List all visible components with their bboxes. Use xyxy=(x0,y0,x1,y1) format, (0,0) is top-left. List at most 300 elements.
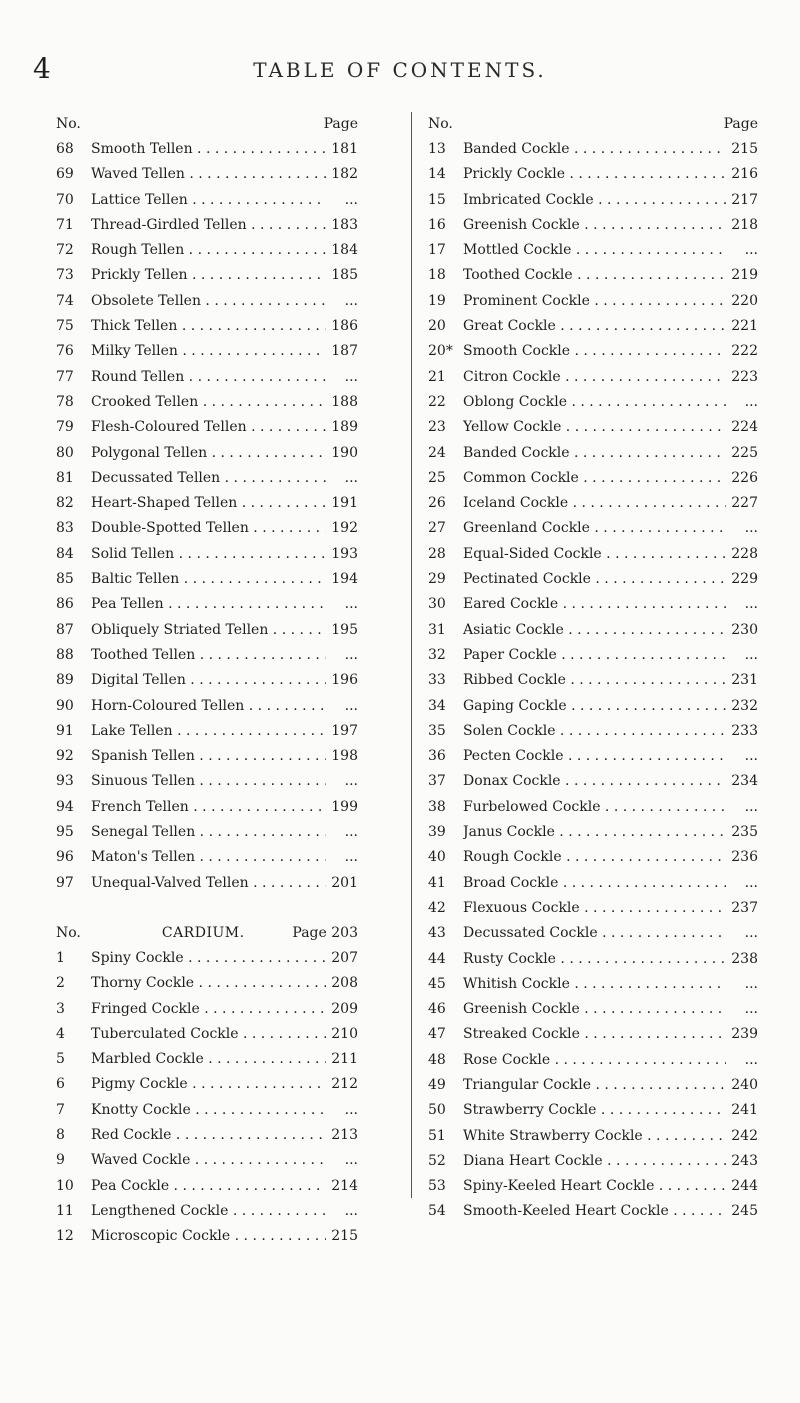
toc-entry xyxy=(56,137,358,162)
toc-entry xyxy=(56,1174,358,1199)
entry-number: 38 xyxy=(428,798,446,815)
entry-page: 245 xyxy=(726,1199,758,1224)
entry-page: 225 xyxy=(726,441,758,466)
entry-page: ... xyxy=(326,365,358,390)
entry-title: Paper Cockle . . . xyxy=(463,643,726,668)
entry-title: Greenish Cockle . . . xyxy=(463,997,726,1022)
entry-title: Senegal Tellen . . . xyxy=(91,820,326,845)
entry-number: 92 xyxy=(56,748,74,765)
entry-number: 43 xyxy=(428,925,446,942)
entry-page: ... xyxy=(326,643,358,668)
entry-title: Prickly Tellen . . . xyxy=(91,263,326,288)
entry-title: Thorny Cockle . . . xyxy=(91,971,326,996)
toc-entry xyxy=(56,491,358,516)
section-page-label: Page xyxy=(292,924,327,941)
entry-title: Knotty Cockle . . . xyxy=(91,1098,326,1123)
toc-entry xyxy=(56,1047,358,1072)
entry-title: Furbelowed Cockle . . . xyxy=(463,795,726,820)
toc-entry xyxy=(428,390,758,415)
entry-page: 226 xyxy=(726,466,758,491)
entry-title: Iceland Cockle . . . xyxy=(463,491,726,516)
entry-number: 10 xyxy=(56,1177,74,1194)
toc-entry xyxy=(428,972,758,997)
toc-entry xyxy=(428,339,758,364)
entry-page: 216 xyxy=(726,162,758,187)
entry-title: Maton's Tellen . . . xyxy=(91,845,326,870)
entry-number: 32 xyxy=(428,646,446,663)
section-gap xyxy=(56,896,358,921)
entry-number: 71 xyxy=(56,216,74,233)
entry-page: ... xyxy=(726,997,758,1022)
entry-title: Rough Cockle . . . xyxy=(463,845,726,870)
toc-entry xyxy=(428,441,758,466)
toc-entry xyxy=(56,997,358,1022)
entry-page: ... xyxy=(326,1199,358,1224)
toc-entry xyxy=(428,921,758,946)
entry-title: Thread-Girdled Tellen . . . xyxy=(91,213,326,238)
entry-number: 89 xyxy=(56,672,74,689)
entry-title: Solid Tellen . . . xyxy=(91,542,326,567)
entry-number: 82 xyxy=(56,495,74,512)
entry-page: 199 xyxy=(326,795,358,820)
entry-page: ... xyxy=(726,390,758,415)
entry-page: 244 xyxy=(726,1174,758,1199)
toc-entry xyxy=(56,618,358,643)
entry-number: 34 xyxy=(428,697,446,714)
toc-entry xyxy=(428,415,758,440)
entry-number: 49 xyxy=(428,1076,446,1093)
entry-number: 13 xyxy=(428,141,446,157)
entry-title: Banded Cockle . . . xyxy=(463,137,726,162)
toc-entry xyxy=(56,1199,358,1224)
entry-number: 81 xyxy=(56,469,74,486)
entry-page: 214 xyxy=(326,1174,358,1199)
left-column xyxy=(56,112,358,1249)
entry-page: 185 xyxy=(326,263,358,288)
entry-number: 78 xyxy=(56,393,74,410)
entry-title: Red Cockle . . . xyxy=(91,1123,326,1148)
entry-number: 19 xyxy=(428,292,446,309)
toc-entry xyxy=(428,1048,758,1073)
toc-entry xyxy=(428,567,758,592)
entry-number: 29 xyxy=(428,571,446,588)
entry-title: Ribbed Cockle . . . xyxy=(463,668,726,693)
toc-entry xyxy=(428,744,758,769)
entry-title: Smooth-Keeled Heart Cockle . . . xyxy=(463,1199,726,1224)
toc-entry xyxy=(428,238,758,263)
entry-page: ... xyxy=(726,871,758,896)
toc-entry xyxy=(428,947,758,972)
entry-page: 191 xyxy=(326,491,358,516)
entry-number: 40 xyxy=(428,849,446,866)
entry-page: 240 xyxy=(726,1073,758,1098)
entry-number: 75 xyxy=(56,318,74,335)
entry-number: 9 xyxy=(56,1152,65,1169)
entry-title: Prominent Cockle . . . xyxy=(463,289,726,314)
entry-number: 27 xyxy=(428,520,446,537)
entry-page: ... xyxy=(326,289,358,314)
entry-number: 88 xyxy=(56,646,74,663)
entry-page: 235 xyxy=(726,820,758,845)
toc-entry xyxy=(428,592,758,617)
entry-page: ... xyxy=(326,1148,358,1173)
no-heading: No. xyxy=(428,116,453,132)
toc-entry xyxy=(56,263,358,288)
entry-page: 217 xyxy=(726,188,758,213)
entry-number: 1 xyxy=(56,949,65,966)
entry-page: 194 xyxy=(326,567,358,592)
entry-number: 20 xyxy=(428,318,446,335)
toc-entry xyxy=(56,567,358,592)
entry-number: 3 xyxy=(56,1000,65,1017)
toc-entry xyxy=(428,643,758,668)
toc-entry xyxy=(56,415,358,440)
entry-title: Citron Cockle . . . xyxy=(463,365,726,390)
entry-title: Pea Cockle . . . xyxy=(91,1174,326,1199)
section-page xyxy=(292,921,358,946)
entry-page: 213 xyxy=(326,1123,358,1148)
entry-title: Obsolete Tellen . . . xyxy=(91,289,326,314)
entry-page: 231 xyxy=(726,668,758,693)
entry-page: ... xyxy=(726,643,758,668)
entry-title: Oblong Cockle . . . xyxy=(463,390,726,415)
entry-number: 51 xyxy=(428,1127,446,1144)
section-title: CARDIUM. xyxy=(161,924,245,941)
entry-title: Common Cockle . . . xyxy=(463,466,726,491)
entry-title: Pecten Cockle . . . xyxy=(463,744,726,769)
toc-entry xyxy=(56,238,358,263)
toc-entry xyxy=(56,820,358,845)
entry-number: 86 xyxy=(56,596,74,613)
entry-page: ... xyxy=(326,769,358,794)
entry-title: Flesh-Coloured Tellen . . . xyxy=(91,415,326,440)
entry-page: 212 xyxy=(326,1072,358,1097)
entry-page: 218 xyxy=(726,213,758,238)
entry-page: ... xyxy=(326,188,358,213)
entry-title: Fringed Cockle . . . xyxy=(91,997,326,1022)
entry-number: 93 xyxy=(56,773,74,790)
right-column-header xyxy=(428,112,758,137)
entry-title: Gaping Cockle . . . xyxy=(463,694,726,719)
entry-title: Lake Tellen . . . xyxy=(91,719,326,744)
entry-number: 97 xyxy=(56,874,74,891)
entry-page: 232 xyxy=(726,694,758,719)
toc-entry xyxy=(428,542,758,567)
entry-page: 219 xyxy=(726,263,758,288)
entry-title: Toothed Tellen . . . xyxy=(91,643,326,668)
entry-number: 53 xyxy=(428,1178,446,1195)
section-heading-cardium xyxy=(56,921,358,946)
entry-number: 18 xyxy=(428,267,446,284)
entry-page: 242 xyxy=(726,1124,758,1149)
toc-entry xyxy=(428,365,758,390)
toc-entry xyxy=(56,1148,358,1173)
toc-entry xyxy=(56,441,358,466)
entry-number: 24 xyxy=(428,444,446,461)
entry-title: Pea Tellen . . . xyxy=(91,592,326,617)
entry-page: 182 xyxy=(326,162,358,187)
entry-number: 15 xyxy=(428,191,446,208)
entry-title: Lengthened Cockle . . . xyxy=(91,1199,326,1224)
toc-entry xyxy=(56,744,358,769)
entry-title: White Strawberry Cockle . . . xyxy=(463,1124,726,1149)
entry-title: Strawberry Cockle . . . xyxy=(463,1098,726,1123)
entry-page: 184 xyxy=(326,238,358,263)
toc-entry xyxy=(428,1098,758,1123)
entry-title: Waved Cockle . . . xyxy=(91,1148,326,1173)
page-heading: Page xyxy=(723,116,758,132)
toc-entry xyxy=(428,845,758,870)
entry-number: 23 xyxy=(428,419,446,436)
entry-title: Rough Tellen . . . xyxy=(91,238,326,263)
entry-number: 41 xyxy=(428,874,446,891)
entry-number: 33 xyxy=(428,672,446,689)
toc-entry xyxy=(56,845,358,870)
toc-entry xyxy=(56,643,358,668)
toc-entry xyxy=(56,769,358,794)
entry-number: 69 xyxy=(56,166,74,183)
toc-entry xyxy=(428,694,758,719)
toc-entry xyxy=(428,997,758,1022)
entry-title: Great Cockle . . . xyxy=(463,314,726,339)
entry-number: 14 xyxy=(428,166,446,183)
entry-title: Imbricated Cockle . . . xyxy=(463,188,726,213)
entry-number: 68 xyxy=(56,141,74,157)
toc-entry xyxy=(428,491,758,516)
entry-page: 197 xyxy=(326,719,358,744)
entry-number: 39 xyxy=(428,824,446,841)
entry-page: 193 xyxy=(326,542,358,567)
entry-number: 80 xyxy=(56,444,74,461)
toc-entry xyxy=(56,466,358,491)
entry-number: 22 xyxy=(428,393,446,410)
entry-title: Microscopic Cockle . . . xyxy=(91,1224,326,1249)
entry-page: 239 xyxy=(726,1022,758,1047)
left-column-header xyxy=(56,112,358,137)
toc-entry xyxy=(56,339,358,364)
entry-number: 21 xyxy=(428,368,446,385)
entry-title: Marbled Cockle . . . xyxy=(91,1047,326,1072)
entry-number: 26 xyxy=(428,495,446,512)
entry-page: 223 xyxy=(726,365,758,390)
entry-page: 236 xyxy=(726,845,758,870)
toc-entry xyxy=(56,668,358,693)
toc-entry xyxy=(56,516,358,541)
section-entry-list xyxy=(56,946,358,1250)
entry-page: 186 xyxy=(326,314,358,339)
entry-title: Sinuous Tellen . . . xyxy=(91,769,326,794)
entry-page: 195 xyxy=(326,618,358,643)
toc-entry xyxy=(428,137,758,162)
entry-title: Spiny Cockle . . . xyxy=(91,946,326,971)
entry-title: Unequal-Valved Tellen . . . xyxy=(91,871,326,896)
entry-number: 77 xyxy=(56,368,74,385)
toc-entry xyxy=(56,188,358,213)
entry-title: Donax Cockle . . . xyxy=(463,769,726,794)
entry-number: 37 xyxy=(428,773,446,790)
entry-title: Lattice Tellen . . . xyxy=(91,188,326,213)
entry-number: 25 xyxy=(428,469,446,486)
toc-entry xyxy=(428,516,758,541)
entry-title: Decussated Cockle . . . xyxy=(463,921,726,946)
entry-title: French Tellen . . . xyxy=(91,795,326,820)
toc-entry xyxy=(56,871,358,896)
toc-entry xyxy=(56,1072,358,1097)
entry-page: ... xyxy=(726,1048,758,1073)
entry-number: 7 xyxy=(56,1101,65,1118)
entry-page: ... xyxy=(726,592,758,617)
entry-title: Greenish Cockle . . . xyxy=(463,213,726,238)
entry-number: 5 xyxy=(56,1051,65,1068)
right-entry-list xyxy=(428,137,758,1225)
entry-page: 229 xyxy=(726,567,758,592)
entry-page: 233 xyxy=(726,719,758,744)
entry-title: Digital Tellen . . . xyxy=(91,668,326,693)
toc-entry xyxy=(428,1124,758,1149)
entry-page: 228 xyxy=(726,542,758,567)
toc-entry xyxy=(428,1149,758,1174)
entry-number: 91 xyxy=(56,722,74,739)
entry-page: 201 xyxy=(326,871,358,896)
toc-entry xyxy=(428,162,758,187)
toc-entry xyxy=(428,668,758,693)
no-heading: No. xyxy=(56,116,81,132)
entry-page: 234 xyxy=(726,769,758,794)
page-number: 4 xyxy=(33,52,51,85)
toc-entry xyxy=(428,289,758,314)
entry-page: 211 xyxy=(326,1047,358,1072)
entry-title: Greenland Cockle . . . xyxy=(463,516,726,541)
entry-number: 84 xyxy=(56,545,74,562)
entry-title: Asiatic Cockle . . . xyxy=(463,618,726,643)
entry-number: 17 xyxy=(428,242,446,259)
entry-title: Polygonal Tellen . . . xyxy=(91,441,326,466)
entry-title: Horn-Coloured Tellen . . . xyxy=(91,694,326,719)
toc-entry xyxy=(56,1224,358,1249)
entry-number: 87 xyxy=(56,621,74,638)
toc-entry xyxy=(56,795,358,820)
entry-number: 83 xyxy=(56,520,74,537)
toc-entry xyxy=(428,719,758,744)
entry-page: ... xyxy=(326,1098,358,1123)
page-heading: Page xyxy=(323,116,358,132)
entry-title: Decussated Tellen . . . xyxy=(91,466,326,491)
entry-page: 215 xyxy=(326,1224,358,1249)
entry-number: 46 xyxy=(428,1001,446,1018)
entry-number: 6 xyxy=(56,1076,65,1093)
toc-entry xyxy=(428,618,758,643)
toc-entry xyxy=(56,365,358,390)
entry-page: 192 xyxy=(326,516,358,541)
toc-entry xyxy=(56,390,358,415)
toc-entry xyxy=(428,795,758,820)
entry-title: Thick Tellen . . . xyxy=(91,314,326,339)
entry-page: 224 xyxy=(726,415,758,440)
entry-page: ... xyxy=(726,238,758,263)
entry-number: 94 xyxy=(56,798,74,815)
entry-number: 8 xyxy=(56,1126,65,1143)
entry-page: 237 xyxy=(726,896,758,921)
entry-page: 243 xyxy=(726,1149,758,1174)
toc-entry xyxy=(428,769,758,794)
toc-entry xyxy=(56,162,358,187)
entry-page: 190 xyxy=(326,441,358,466)
toc-entry xyxy=(56,592,358,617)
entry-title: Toothed Cockle . . . xyxy=(463,263,726,288)
entry-page: 187 xyxy=(326,339,358,364)
toc-entry xyxy=(428,466,758,491)
entry-title: Triangular Cockle . . . xyxy=(463,1073,726,1098)
entry-page: 208 xyxy=(326,971,358,996)
section-page-number: 203 xyxy=(331,924,358,941)
entry-title: Broad Cockle . . . xyxy=(463,871,726,896)
entry-title: Round Tellen . . . xyxy=(91,365,326,390)
entry-number: 90 xyxy=(56,697,74,714)
entry-page: ... xyxy=(726,516,758,541)
entry-title: Smooth Tellen . . . xyxy=(91,137,326,162)
toc-entry xyxy=(56,1123,358,1148)
entry-title: Obliquely Striated Tellen . . . xyxy=(91,618,326,643)
toc-entry xyxy=(428,314,758,339)
entry-number: 16 xyxy=(428,216,446,233)
entry-page: 183 xyxy=(326,213,358,238)
toc-entry xyxy=(56,971,358,996)
entry-title: Rose Cockle . . . xyxy=(463,1048,726,1073)
entry-number: 35 xyxy=(428,722,446,739)
entry-page: ... xyxy=(726,744,758,769)
section-no-heading: No. xyxy=(56,924,81,941)
entry-number: 70 xyxy=(56,191,74,208)
left-entry-list xyxy=(56,137,358,896)
entry-title: Spanish Tellen . . . xyxy=(91,744,326,769)
entry-title: Baltic Tellen . . . xyxy=(91,567,326,592)
right-column xyxy=(428,112,758,1225)
entry-page: 215 xyxy=(726,137,758,162)
toc-entry xyxy=(428,263,758,288)
entry-page: ... xyxy=(726,795,758,820)
toc-entry xyxy=(56,289,358,314)
entry-title: Milky Tellen . . . xyxy=(91,339,326,364)
entry-title: Mottled Cockle . . . xyxy=(463,238,726,263)
entry-title: Equal-Sided Cockle . . . xyxy=(463,542,726,567)
entry-number: 12 xyxy=(56,1228,74,1245)
entry-title: Tuberculated Cockle . . . xyxy=(91,1022,326,1047)
toc-entry xyxy=(428,1199,758,1224)
entry-number: 42 xyxy=(428,899,446,916)
toc-entry xyxy=(428,1174,758,1199)
entry-page: 198 xyxy=(326,744,358,769)
entry-page: 241 xyxy=(726,1098,758,1123)
entry-number: 74 xyxy=(56,292,74,309)
entry-number: 52 xyxy=(428,1152,446,1169)
entry-title: Rusty Cockle . . . xyxy=(463,947,726,972)
entry-page: 222 xyxy=(726,339,758,364)
entry-page: 220 xyxy=(726,289,758,314)
entry-page: 189 xyxy=(326,415,358,440)
entry-number: 95 xyxy=(56,824,74,841)
entry-page: ... xyxy=(326,820,358,845)
toc-entry xyxy=(56,1022,358,1047)
entry-title: Banded Cockle . . . xyxy=(463,441,726,466)
entry-page: ... xyxy=(726,921,758,946)
entry-page: ... xyxy=(326,466,358,491)
toc-entry xyxy=(428,871,758,896)
running-title: TABLE OF CONTENTS. xyxy=(253,58,547,82)
entry-title: Yellow Cockle . . . xyxy=(463,415,726,440)
entry-page: ... xyxy=(326,694,358,719)
entry-title: Eared Cockle . . . xyxy=(463,592,726,617)
entry-number: 11 xyxy=(56,1202,74,1219)
